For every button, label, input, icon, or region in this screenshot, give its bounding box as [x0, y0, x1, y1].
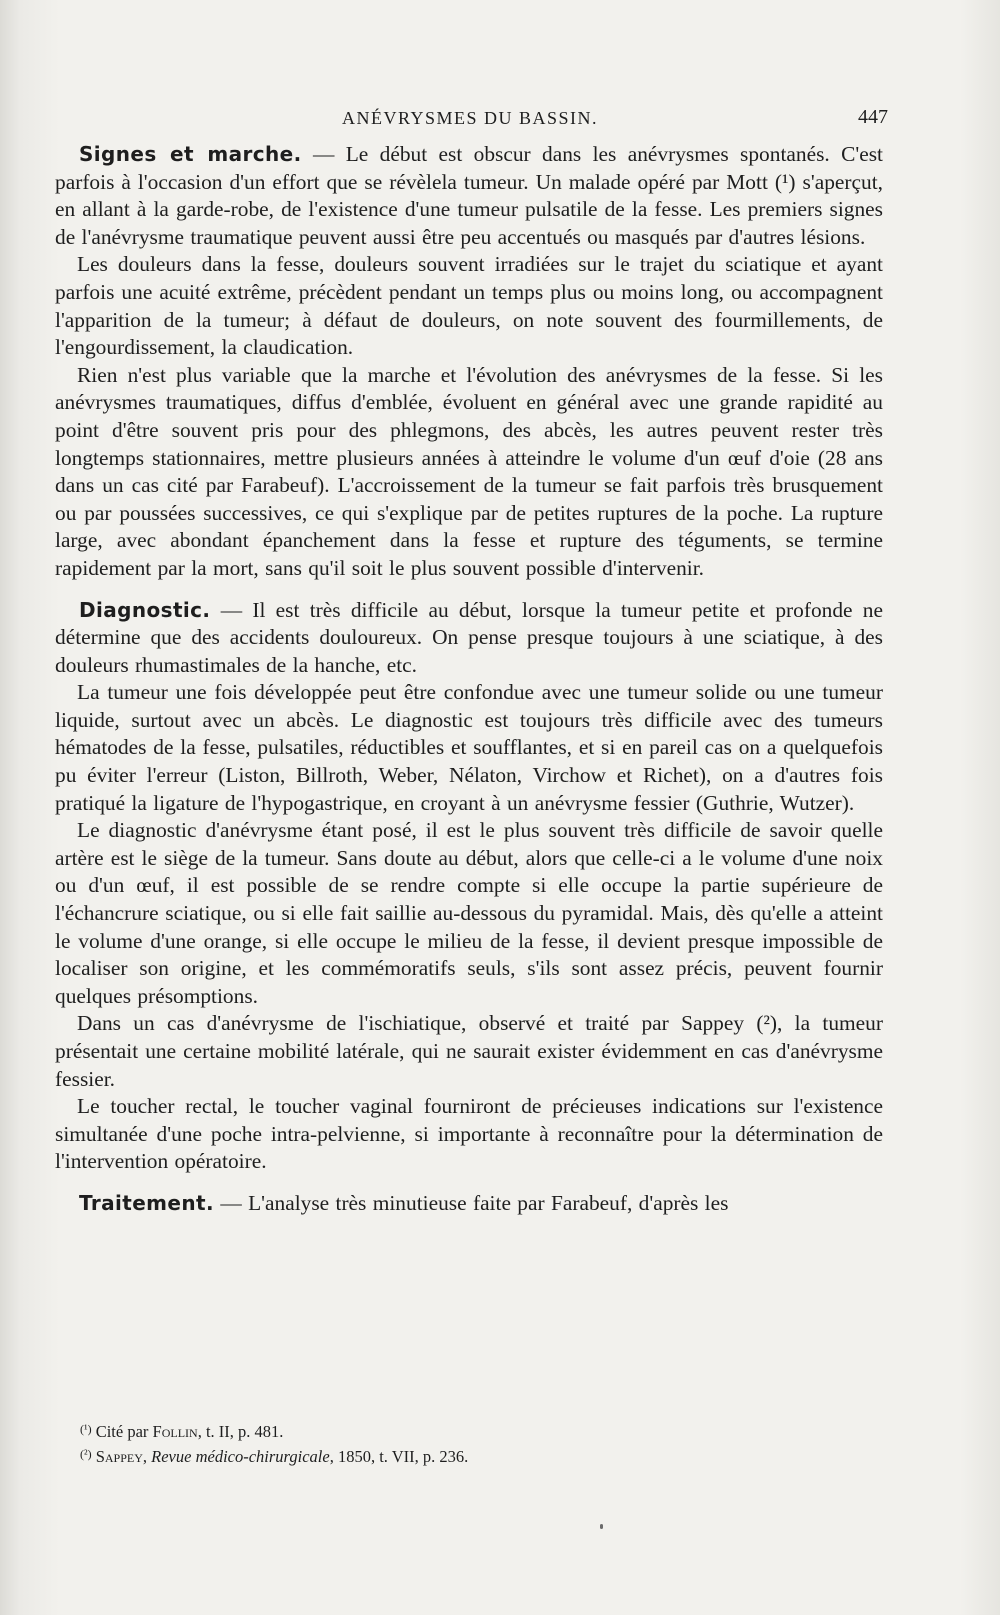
footnote-text: , 1850, t. VII, p. 236. [329, 1447, 469, 1466]
footnote-text: , [142, 1447, 152, 1466]
paragraph-text: — Il est très difficile au début, lorsque la tumeur petite et profonde ne détermine que des accidents douloureux. On pense presque toujours à une sciatique, à des douleurs rhumastimales de la hanche, etc. [55, 597, 883, 677]
body-text [55, 141, 883, 1218]
section-paragraph [55, 597, 883, 680]
section-heading: Signes et marche. [79, 142, 302, 166]
page-number: 447 [858, 106, 888, 128]
paragraph: Rien n'est plus variable que la marche et l'évolution des anévrysmes de la fesse. Si les anévrysmes traumatiques, diffus d'emblée, évoluent en général avec une grande rapidité au point d'être souvent pris pour des phlegmons, des abcès, les autres peuvent rester très longtemps stationnaires, mettre plusieurs années à atteindre le volume d'un œuf d'oie (28 ans dans un cas cité par Farabeuf). L'accroissement de la tumeur se fait parfois très brusquement ou par poussées successives, ce qui s'explique par de petites ruptures de la poche. La rupture large, avec abondant épanchement dans la fesse et rupture des téguments, se termine rapidement par la mort, sans qu'il soit le plus souvent possible d'intervenir. [55, 362, 883, 580]
section-heading: Diagnostic. [79, 597, 211, 622]
footnote-marker: (¹) [80, 1422, 92, 1436]
footnote [80, 1443, 880, 1468]
footnote-author: Sappey [95, 1447, 143, 1466]
footnote-text: Cité par [95, 1422, 153, 1441]
running-title: ANÉVRYSMES DU BASSIN. [341, 108, 599, 128]
paragraph: Le toucher rectal, le toucher vaginal fourniront de précieuses indications sur l'existence simultanée d'une poche intra-pelvienne, si importante à reconnaître pour la détermination de l'intervention opératoire. [55, 1094, 883, 1174]
section-heading: Traitement. [79, 1190, 214, 1215]
paragraph-text: — L'analyse très minutieuse faite par Farabeuf, d'après les [214, 1190, 729, 1215]
section-paragraph [55, 141, 883, 251]
paragraph-text: — Le début est obscur dans les anévrysmes spontanés. C'est parfois à l'occasion d'un effort que se révèlela tumeur. Un malade opéré par Mott (¹) s'aperçut, en allant à la garde-robe, de l'existence d'une tumeur pulsatile de la fesse. Les premiers signes de l'anévrysme traumatique peuvent aussi être peu accentués ou masqués par d'autres lésions. [55, 142, 883, 249]
section-paragraph [55, 1190, 883, 1218]
footnote-journal: Revue médico-chirurgicale [151, 1447, 330, 1466]
footnotes [80, 1418, 880, 1468]
paragraph: Le diagnostic d'anévrysme étant posé, il est le plus souvent très difficile de savoir quelle artère est le siège de la tumeur. Sans doute au début, alors que celle-ci a le volume d'une noix ou d'un œuf, il est possible de se rendre compte si elle occupe la partie supérieure de l'échancrure sciatique, ou si elle fait saillie au-dessous du pyramidal. Mais, dès qu'elle a atteint le volume d'une orange, si elle occupe le milieu de la fesse, il devient presque impossible de localiser son origine, et les commémoratifs seuls, s'ils sont assez précis, peuvent fournir quelques présomptions. [55, 818, 883, 1008]
running-head [60, 106, 890, 136]
footnote-author: Follin [152, 1422, 198, 1441]
paragraph: Dans un cas d'anévrysme de l'ischiatique, observé et traité par Sappey (²), la tumeur présentait une certaine mobilité latérale, qui ne saurait exister évidemment en cas d'anévrysme fessier. [55, 1011, 883, 1091]
paragraph: La tumeur une fois développée peut être confondue avec une tumeur solide ou une tumeur liquide, surtout avec un abcès. Le diagnostic est toujours très difficile avec des tumeurs hématodes de la fesse, pulsatiles, réductibles et soufflantes, et si en pareil cas on a quelquefois pu éviter l'erreur (Liston, Billroth, Weber, Nélaton, Virchow et Richet), on a d'autres fois pratiqué la ligature de l'hypogastrique, en croyant à un anévrysme fessier (Guthrie, Wutzer). [55, 680, 883, 815]
footnote-marker: (²) [80, 1447, 92, 1461]
footnote [80, 1418, 880, 1443]
print-speck [600, 1524, 603, 1529]
paragraph: Les douleurs dans la fesse, douleurs souvent irradiées sur le trajet du sciatique et ayant parfois une acuité extrême, précèdent pendant un temps plus ou moins long, ou accompagnent l'apparition de la tumeur; à défaut de douleurs, on note souvent des fourmillements, de l'engourdissement, la claudication. [55, 252, 883, 360]
footnote-text: , t. II, p. 481. [197, 1422, 284, 1441]
